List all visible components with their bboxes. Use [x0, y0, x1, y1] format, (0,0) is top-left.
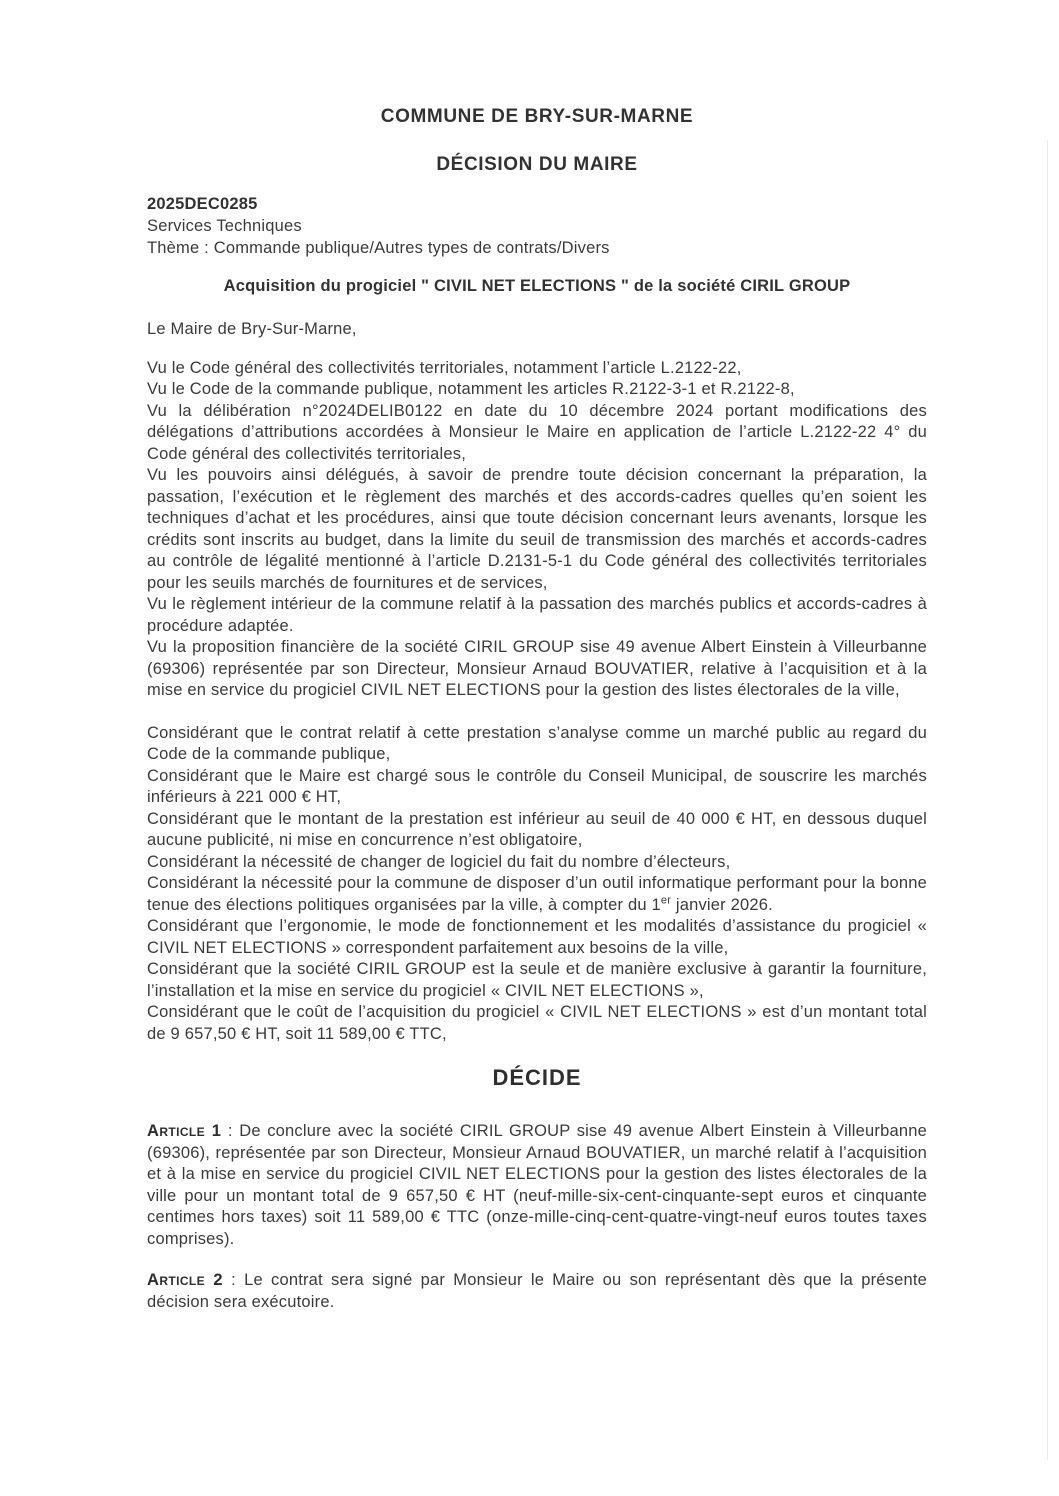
- considerant-text-after-sup: janvier 2026.: [671, 895, 773, 914]
- theme-line: Thème : Commande publique/Autres types de contrats/Divers: [147, 239, 610, 257]
- article-2-separator: :: [222, 1271, 245, 1289]
- scan-artifact-line: [1047, 140, 1048, 1460]
- salutation: Le Maire de Bry-Sur-Marne,: [147, 320, 357, 338]
- article-2-label: Article 2: [147, 1271, 223, 1289]
- visa-paragraph: Vu le Code de la commande publique, notamment les articles R.2122-3-1 et R.2122-8,: [147, 380, 795, 398]
- article-1-label: Article 1: [147, 1122, 222, 1140]
- commune-title: COMMUNE DE BRY-SUR-MARNE: [380, 106, 694, 127]
- subject-line: Acquisition du progiciel " CIVIL NET ELECTIONS " de la société CIRIL GROUP: [223, 277, 851, 295]
- decide-heading: DÉCIDE: [492, 1065, 582, 1090]
- considerant-paragraph: Considérant que le montant de la prestation est inférieur au seuil de 40 000 € HT, en dessous duquel aucune publicité, ni mise en concurrence n’est obligatoire,: [147, 809, 927, 849]
- article-1: [147, 1121, 927, 1250]
- article-2-text: Le contrat sera signé par Monsieur le Maire ou son représentant dès que la présente décision sera exécutoire.: [147, 1271, 928, 1311]
- considerant-paragraph: Considérant que la société CIRIL GROUP est la seule et de manière exclusive à garantir la fourniture, l’installation et la mise en service du progiciel « CIVIL NET ELECTIONS »,: [147, 960, 927, 1000]
- considerant-paragraph: Considérant que le coût de l’acquisition du progiciel « CIVIL NET ELECTIONS » est d’un montant total de 9 657,50 € HT, soit 11 589,00 € TTC,: [147, 1003, 927, 1043]
- considerant-paragraph: Considérant que le contrat relatif à cette prestation s’analyse comme un marché public au regard du Code de la commande publique,: [147, 723, 927, 763]
- visa-paragraph: Vu le règlement intérieur de la commune relatif à la passation des marchés publics et accords-cadres à procédure adaptée.: [147, 595, 927, 635]
- article-1-separator: :: [221, 1122, 240, 1140]
- considerant-paragraph: [147, 873, 927, 916]
- considerant-paragraph: Considérant la nécessité de changer de logiciel du fait du nombre d’électeurs,: [147, 852, 731, 871]
- article-1-text: De conclure avec la société CIRIL GROUP sise 49 avenue Albert Einstein à Villeurbanne (69306), représentée par son Directeur, Monsieur Arnaud BOUVATIER, un marché relatif à l’acquisition et à la mise en service du progiciel CIVIL NET ELECTIONS pour la gestion des listes électorales de la ville pour un montant total de 9 657,50 € HT (neuf-mille-six-cent-cinquante-sept euros et cinquante centimes hors taxes) soit 11 589,00 € TTC (onze-mille-cinq-cent-quatre-vingt-neuf euros toutes taxes comprises).: [147, 1122, 927, 1248]
- ordinal-superscript: er: [660, 894, 672, 906]
- considerant-text-before-sup: Considérant la nécessité pour la commune de disposer d’un outil informatique performant pour la bonne tenue des élections politiques organisées par la ville, à compter du 1: [147, 874, 927, 914]
- considerant-paragraph: Considérant que le Maire est chargé sous le contrôle du Conseil Municipal, de souscrire les marchés inférieurs à 221 000 € HT,: [147, 766, 927, 806]
- visas-block: [147, 358, 927, 702]
- visa-paragraph: Vu les pouvoirs ainsi délégués, à savoir de prendre toute décision concernant la préparation, la passation, l’exécution et le règlement des marchés et des accords-cadres quelles qu’en soient les techniques d’achat et les procédures, ainsi que toute décision concernant leurs avenants, lorsque les crédits sont inscrits au budget, dans la limite du seuil de transmission des marchés et accords-cadres au contrôle de légalité mentionné à l’article D.2131-5-1 du Code général des collectivités territoriales pour les seuils marchés de fournitures et de services,: [147, 466, 927, 592]
- article-paragraph: [147, 1270, 927, 1313]
- considerant-paragraph: Considérant que l’ergonomie, le mode de fonctionnement et les modalités d’assistance du progiciel « CIVIL NET ELECTIONS » correspondent parfaitement aux besoins de la ville,: [147, 917, 927, 957]
- visa-paragraph: Vu le Code général des collectivités territoriales, notamment l’article L.2122-22,: [147, 358, 742, 377]
- considerants-block: [147, 723, 927, 1046]
- visa-paragraph: Vu la délibération n°2024DELIB0122 en date du 10 décembre 2024 portant modifications des délégations d’attributions accordées à Monsieur le Maire en application de l’article L.2122-22 4° du Code général des collectivités territoriales,: [147, 401, 927, 463]
- article-paragraph: [147, 1121, 927, 1250]
- service-name: Services Techniques: [147, 217, 302, 235]
- document-meta: [147, 193, 927, 259]
- document-type-title: DÉCISION DU MAIRE: [436, 154, 638, 175]
- article-2: [147, 1270, 927, 1313]
- reference-number: 2025DEC0285: [147, 195, 258, 213]
- visa-paragraph: Vu la proposition financière de la société CIRIL GROUP sise 49 avenue Albert Einstein à Villeurbanne (69306) représentée par son Directeur, Monsieur Arnaud BOUVATIER, relative à l’acquisition et à la mise en service du progiciel CIVIL NET ELECTIONS pour la gestion des listes électorales de la ville,: [147, 638, 927, 699]
